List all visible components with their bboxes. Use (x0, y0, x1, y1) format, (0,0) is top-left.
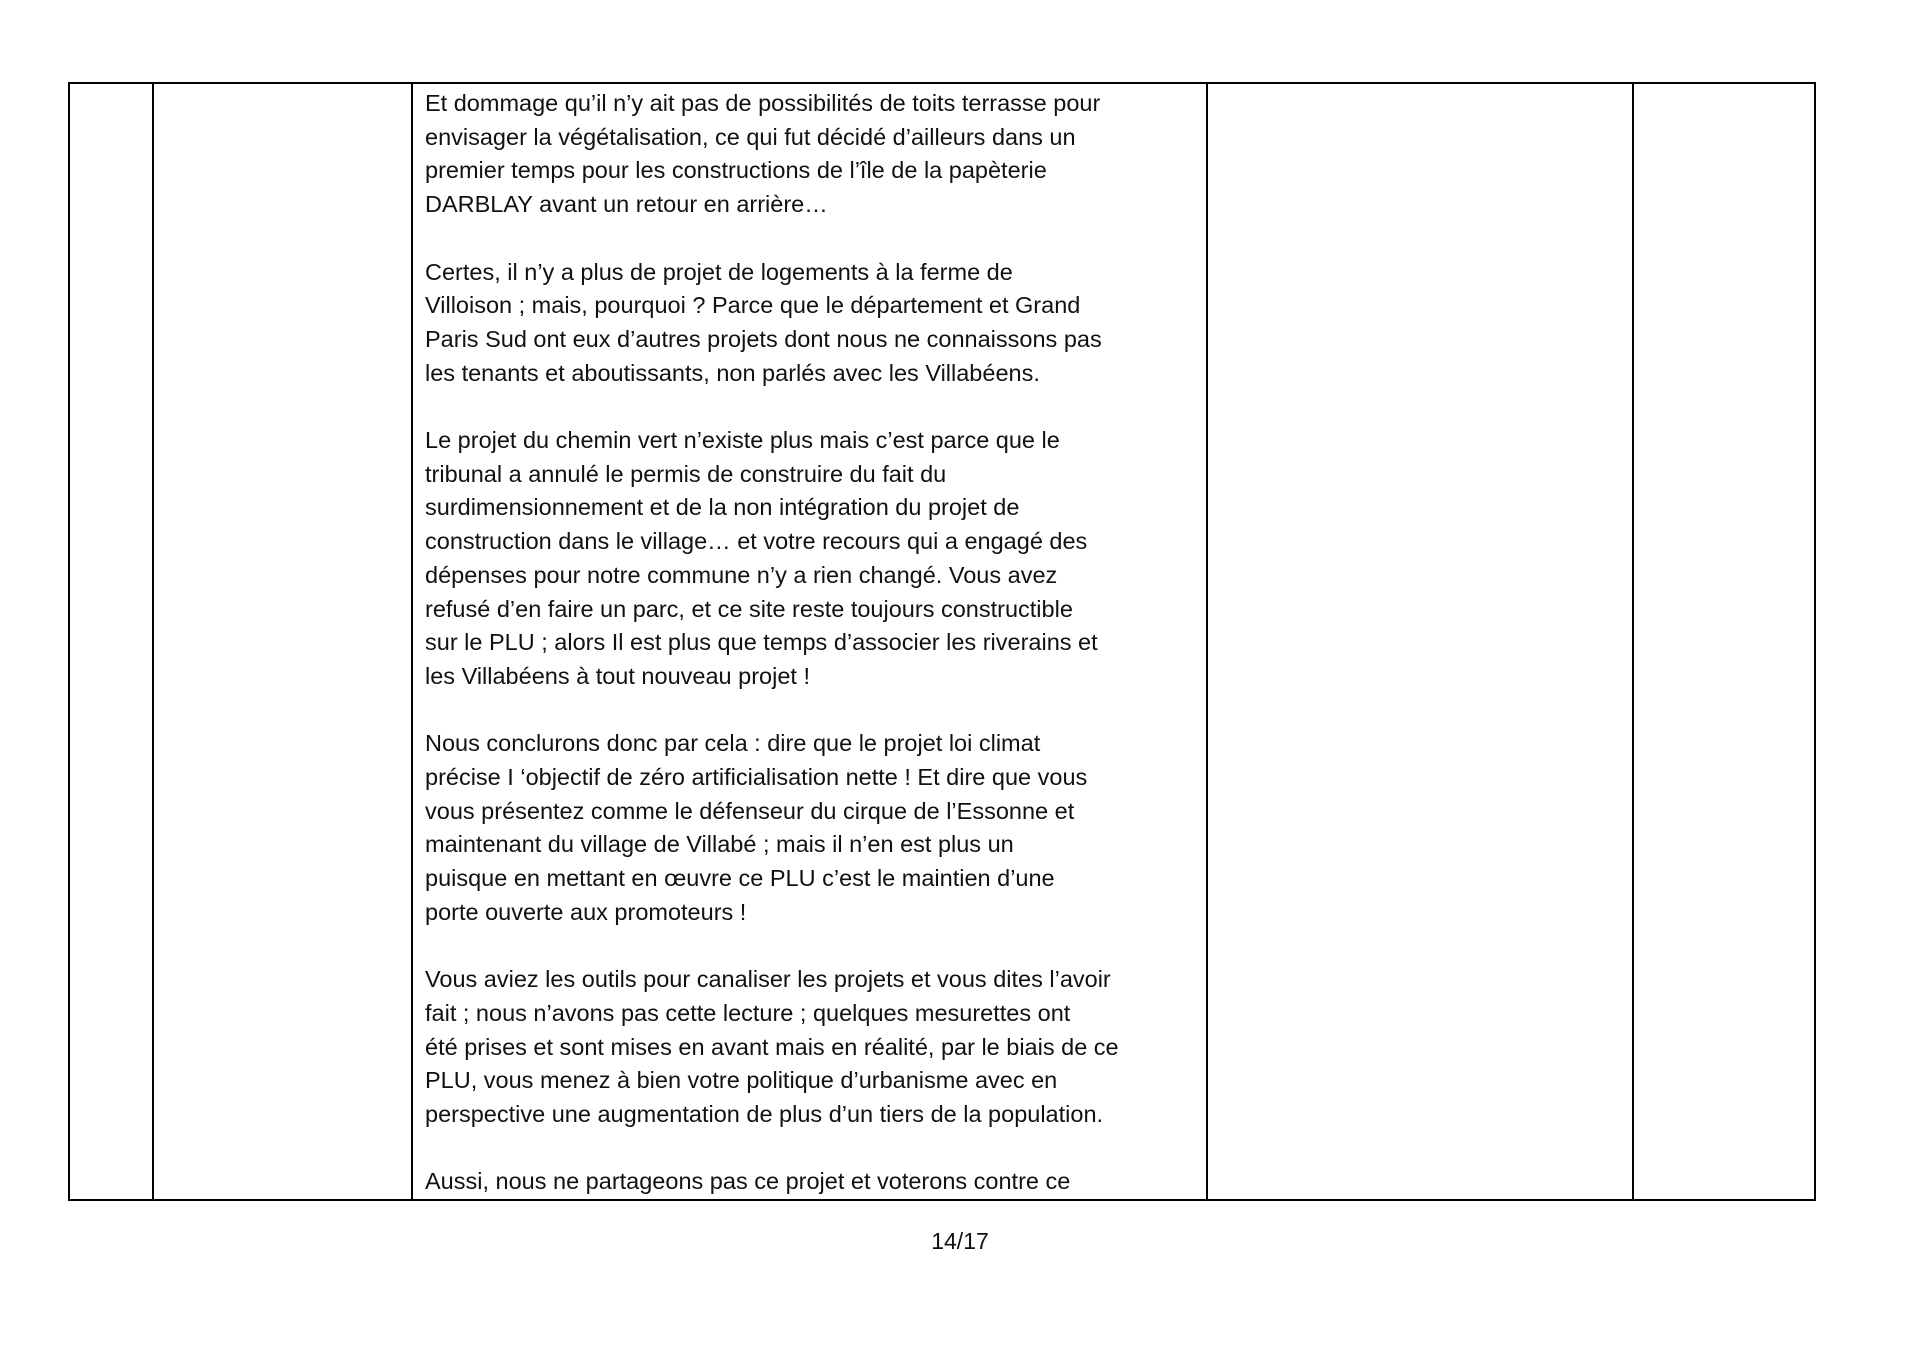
paragraph: Et dommage qu’il n’y ait pas de possibilités de toits terrasse pour envisager la végétalisation, ce qui fut décidé d’ailleurs dans un premier temps pour les constructions de l’île de la papèterie DARBLAY avant un retour en arrière… (425, 90, 1101, 218)
paragraph: Vous aviez les outils pour canaliser les projets et vous dites l’avoir fait ; nous n’avons pas cette lecture ; quelques mesurettes ont été prises et sont mises en avant mais en réalité, par le biais de ce PLU, vous menez à bien votre politique d’urbanisme avec en perspective une augmentation de plus d’un tiers de la population. (425, 966, 1119, 1128)
paragraph: Aussi, nous ne partageons pas ce projet et voterons contre ce (425, 1168, 1071, 1195)
paragraph: Le projet du chemin vert n’existe plus mais c’est parce que le tribunal a annulé le permis de construire du fait du surdimensionnement et de la non intégration du projet de construction dans le village… et votre recours qui a engagé des dépenses pour notre commune n’y a rien changé. Vous avez refusé d’en faire un parc, et ce site reste toujours constructible sur le PLU ; alors Il est plus que temps d’associer les riverains et les Villabéens à tout nouveau projet ! (425, 427, 1098, 689)
paragraph: Nous conclurons donc par cela : dire que le projet loi climat précise I ‘objectif de zéro artificialisation nette ! Et dire que vous vous présentez comme le défenseur du cirque de l’Essonne et maintenant du village de Villabé ; mais il n’en est plus un puisque en mettant en œuvre ce PLU c’est le maintien d’une porte ouverte aux promoteurs ! (425, 730, 1088, 925)
table-row (69, 83, 1815, 1200)
document-table (68, 82, 1816, 1201)
table-cell-decision (1633, 83, 1815, 1200)
paragraph: Certes, il n’y a plus de projet de logements à la ferme de Villoison ; mais, pourquoi ? Parce que le département et Grand Paris Sud ont eux d’autres projets dont nous ne connaissons pas les tenants et aboutissants, non parlés avec les Villabéens. (425, 258, 1102, 386)
table-cell-number (69, 83, 153, 1200)
page-number: 14/17 (931, 1228, 989, 1254)
table-cell-subject (153, 83, 412, 1200)
table-cell-observations (412, 83, 1207, 1200)
table-cell-response (1207, 83, 1633, 1200)
